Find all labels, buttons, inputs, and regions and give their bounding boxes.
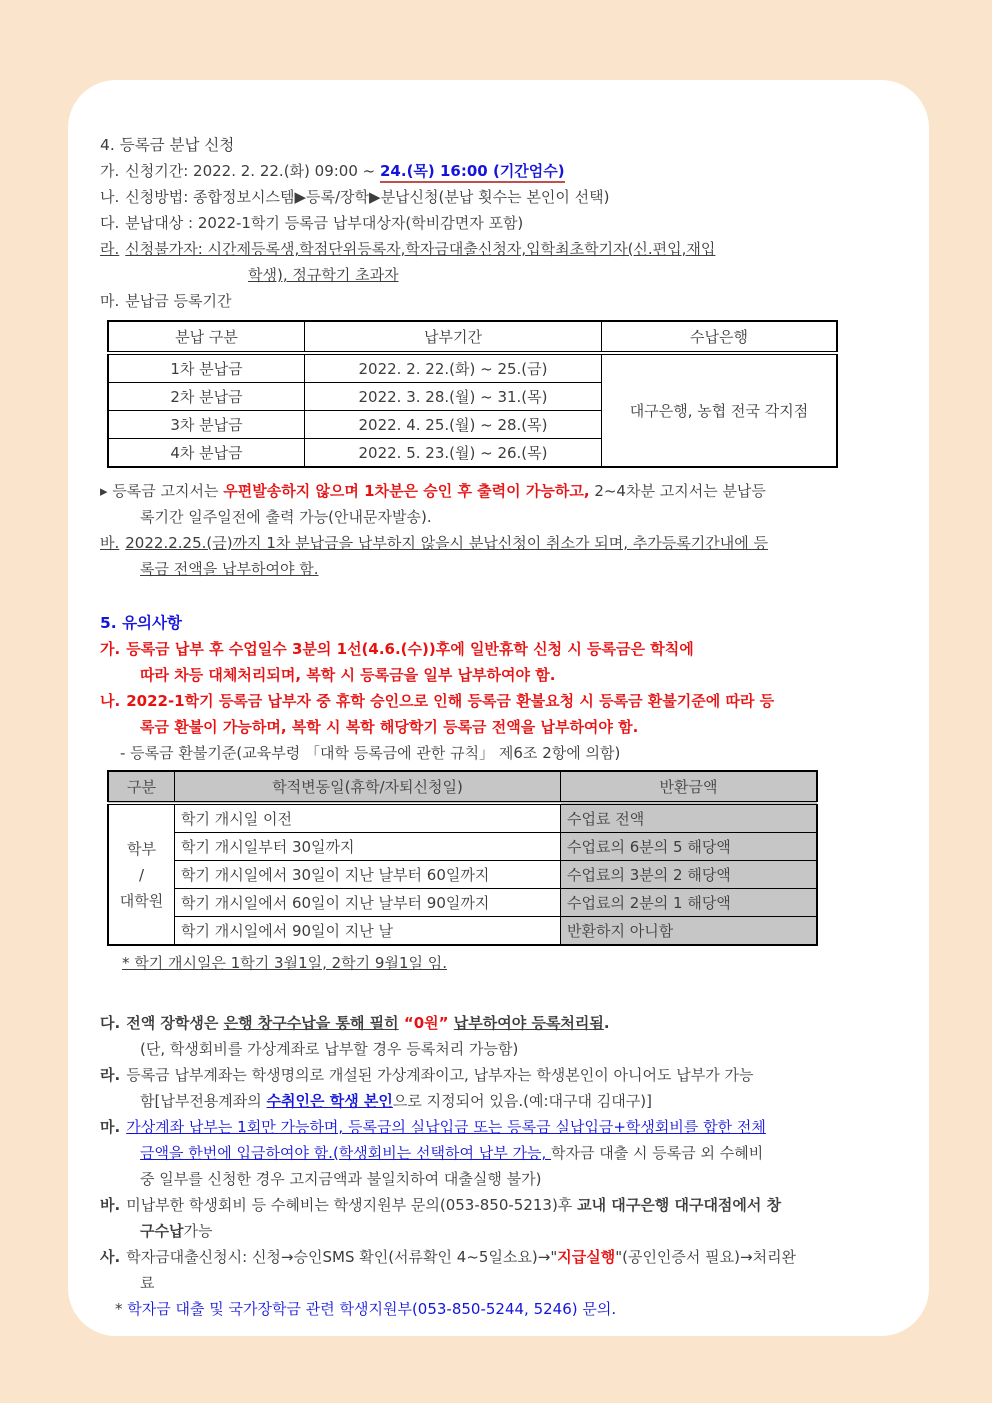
deposit-rule-text: 가상계좌 납부는 1회만 가능하며, 등록금의 실납입금 또는 등록금 실납입금+학생회비를 합한 전체 — [126, 1118, 766, 1136]
cancellation-text-cont: 록금 전액을 납부하여야 함. — [140, 560, 319, 578]
table-row — [108, 917, 817, 946]
item-label: 다. — [100, 1014, 121, 1032]
section4-item-ba-line2 — [92, 556, 907, 582]
item-label: 가. — [100, 162, 120, 180]
virtual-account-text-cont: 함[납부전용계좌의 — [140, 1092, 267, 1110]
scholarship-text: 전액 장학생은 — [126, 1014, 224, 1032]
col-header: 분납 구분 — [108, 321, 305, 353]
section4-item-ba-line1 — [92, 530, 907, 556]
ineligible-text: 신청불가자: 시간제등록생,학점단위등록자,학자금대출신청자,입학최초학기자(신.편입,재입 — [125, 240, 716, 258]
section5-item-ra-line2 — [92, 1088, 907, 1114]
item-label: 사. — [100, 1248, 121, 1266]
section4-item-ga — [92, 158, 907, 184]
deadline-highlight: 24.(목) 16:00 (기간엄수) — [380, 162, 565, 183]
cell-installment: 4차 분납금 — [108, 439, 305, 468]
group-line: 학부 — [127, 839, 156, 858]
refund-criteria-caption — [92, 740, 907, 766]
section-spacer — [92, 582, 907, 610]
table-row — [108, 803, 817, 833]
section5-item-da-line1 — [92, 1010, 907, 1036]
cell-refund-amount: 수업료의 6분의 5 해당액 — [561, 833, 818, 861]
section5-item-na-line2 — [92, 714, 907, 740]
section5-item-ra-line1 — [92, 1062, 907, 1088]
refund-rule-text-cont: 록금 환불이 가능하며, 복학 시 복학 해당학기 등록금 전액을 납부하여야 함. — [140, 718, 639, 736]
notice-text-cont: 록기간 일주일전에 출력 가능(안내문자발송). — [140, 508, 432, 526]
group-line: 대학원 — [119, 891, 164, 910]
col-header: 반환금액 — [561, 771, 818, 803]
cell-refund-amount: 수업료의 2분의 1 해당액 — [561, 889, 818, 917]
loan-process-text-cont: "(공인인증서 필요)→처리완 — [615, 1248, 797, 1266]
section5-item-sa-line1 — [92, 1244, 907, 1270]
col-header: 수납은행 — [602, 321, 838, 353]
document-card — [68, 80, 929, 1336]
item-label: 바. — [100, 1196, 121, 1214]
section5-item-ma-line3 — [92, 1166, 907, 1192]
cell-refund-amount: 반환하지 아니함 — [561, 917, 818, 946]
section5-item-na-line1 — [92, 688, 907, 714]
bank-branch-emphasis-cont: 구수납 — [140, 1222, 184, 1240]
notice-text: 2~4차분 고지서는 분납등 — [589, 482, 766, 500]
section5-item-ma-line2 — [92, 1140, 907, 1166]
cell-installment: 3차 분납금 — [108, 411, 305, 439]
section5-item-ba-line1 — [92, 1192, 907, 1218]
notice-emphasis: 우편발송하지 않으며 1차분은 승인 후 출력이 가능하고, — [223, 482, 590, 500]
unpaid-fee-text: 미납부한 학생회비 등 수혜비는 학생지원부 문의(053-850-5213)후 — [126, 1196, 578, 1214]
item-label: 다. — [100, 214, 120, 232]
scholarship-underline1: 은행 창구수납을 통해 필히 — [223, 1014, 399, 1032]
bill-notice-line2 — [92, 504, 907, 530]
cell-change-date: 학기 개시일부터 30일까지 — [175, 833, 561, 861]
triangle-bullet-icon: ▸ — [100, 482, 108, 500]
section4-item-da — [92, 210, 907, 236]
period-char: . — [603, 1014, 610, 1032]
registration-period-text: 분납금 등록기간 — [125, 292, 232, 310]
virtual-account-text-cont: 으로 지정되어 있음.(예:대구대 김대구)] — [392, 1092, 652, 1110]
loan-process-text-cont: 료 — [140, 1274, 155, 1292]
refund-rule-text: 2022-1학기 등록금 납부자 중 휴학 승인으로 인해 등록금 환불요청 시 등록금 환불기준에 따라 등 — [126, 692, 775, 710]
section4-item-ra-line2 — [92, 262, 907, 288]
section4-item-ra-line1 — [92, 236, 907, 262]
cell-change-date: 학기 개시일에서 90일이 지난 날 — [175, 917, 561, 946]
table-row — [108, 861, 817, 889]
section5-item-ba-line2 — [92, 1218, 907, 1244]
target-text: 분납대상 : 2022-1학기 등록금 납부대상자(학비감면자 포함) — [125, 214, 524, 232]
table-header-row — [108, 771, 817, 803]
section4-title: 4. 등록금 분납 신청 — [100, 136, 235, 154]
cell-period: 2022. 5. 23.(월) ~ 26.(목) — [305, 439, 602, 468]
unpaid-fee-text-cont: 가능 — [183, 1222, 213, 1240]
loan-mismatch-text: 학자금 대출 시 등록금 외 수혜비 — [551, 1144, 764, 1162]
refund-criteria-table — [107, 770, 818, 946]
col-header: 구분 — [108, 771, 175, 803]
contact-text: 학자금 대출 및 국가장학금 관련 학생지원부(053-850-5244, 5246) 문의. — [127, 1300, 617, 1318]
group-line: / — [138, 865, 145, 884]
cell-division-group — [108, 803, 175, 945]
item-label: 라. — [100, 240, 120, 258]
deposit-rule-text-cont: 금액을 한번에 입금하여야 함.(학생회비는 선택하여 납부 가능, — [140, 1144, 552, 1162]
cell-period: 2022. 3. 28.(월) ~ 31.(목) — [305, 383, 602, 411]
item-label: 나. — [100, 188, 120, 206]
footnote-text: * 학기 개시일은 1학기 3월1일, 2학기 9월1일 임. — [122, 954, 448, 972]
cell-installment: 2차 분납금 — [108, 383, 305, 411]
section5-item-ga-line1 — [92, 636, 907, 662]
loan-contact-note — [92, 1296, 907, 1322]
application-period-text: 신청기간: 2022. 2. 22.(화) 09:00 ~ — [125, 162, 380, 180]
item-label: 나. — [100, 692, 121, 710]
caption-text: - 등록금 환불기준(교육부령 「대학 등록금에 관한 규칙」 제6조 2항에 의함) — [120, 744, 621, 762]
col-header: 학적변동일(휴학/자퇴신청일) — [175, 771, 561, 803]
leave-rule-text-cont: 따라 차등 대체처리되며, 복학 시 등록금을 일부 납부하여야 함. — [140, 666, 556, 684]
scholarship-underline2: 납부하여야 등록처리됨 — [453, 1014, 604, 1032]
cancellation-text: 2022.2.25.(금)까지 1차 분납금을 납부하지 않을시 분납신청이 취소가 되며, 추가등록기간내에 등 — [125, 534, 768, 552]
table-row — [108, 353, 837, 383]
item-label: 가. — [100, 640, 121, 658]
zero-won-highlight: “0원” — [403, 1014, 449, 1032]
table-row — [108, 833, 817, 861]
item-label: 바. — [100, 534, 120, 552]
section5-item-ma-line1 — [92, 1114, 907, 1140]
notice-text: 등록금 고지서는 — [112, 482, 224, 500]
asterisk-mark: * — [115, 1300, 123, 1318]
cell-change-date: 학기 개시일에서 60일이 지난 날부터 90일까지 — [175, 889, 561, 917]
semester-start-footnote — [92, 950, 907, 976]
cell-change-date: 학기 개시일 이전 — [175, 803, 561, 833]
section-spacer — [92, 976, 907, 1010]
item-label: 마. — [100, 292, 120, 310]
installment-schedule-table — [107, 320, 838, 468]
ineligible-text-cont: 학생), 정규학기 초과자 — [248, 266, 399, 284]
payout-highlight: 지급실행 — [557, 1248, 616, 1266]
cell-change-date: 학기 개시일에서 30일이 지난 날부터 60일까지 — [175, 861, 561, 889]
cell-installment: 1차 분납금 — [108, 353, 305, 383]
bank-branch-emphasis: 교내 대구은행 대구대점에서 창 — [577, 1196, 782, 1214]
cell-period: 2022. 4. 25.(월) ~ 28.(목) — [305, 411, 602, 439]
section5-item-da-line2 — [92, 1036, 907, 1062]
section5-item-sa-line2 — [92, 1270, 907, 1296]
item-label: 라. — [100, 1066, 121, 1084]
item-label: 마. — [100, 1118, 121, 1136]
table-header-row — [108, 321, 837, 353]
bill-notice-line1 — [92, 478, 907, 504]
table-row — [108, 889, 817, 917]
cell-period: 2022. 2. 22.(화) ~ 25.(금) — [305, 353, 602, 383]
loan-process-text: 학자금대출신청시: 신청→승인SMS 확인(서류확인 4~5일소요)→" — [126, 1248, 558, 1266]
leave-rule-text: 등록금 납부 후 수업일수 3분의 1선(4.6.(수))후에 일반휴학 신청 시 등록금은 학칙에 — [126, 640, 694, 658]
section4-item-ma — [92, 288, 907, 314]
col-header: 납부기간 — [305, 321, 602, 353]
cell-bank: 대구은행, 농협 전국 각지점 — [602, 353, 838, 467]
cell-refund-amount: 수업료 전액 — [561, 803, 818, 833]
scholarship-note-text: (단, 학생회비를 가상계좌로 납부할 경우 등록처리 가능함) — [140, 1040, 519, 1058]
cell-refund-amount: 수업료의 3분의 2 해당액 — [561, 861, 818, 889]
loan-mismatch-text-cont: 중 일부를 신청한 경우 고지금액과 불일치하여 대출실행 불가) — [140, 1170, 542, 1188]
payee-highlight: 수취인은 학생 본인 — [266, 1092, 393, 1110]
section4-item-na — [92, 184, 907, 210]
application-method-text: 신청방법: 종합정보시스템▶등록/장학▶분납신청(분납 횟수는 본인이 선택) — [125, 188, 610, 206]
section5-title: 5. 유의사항 — [100, 614, 182, 632]
virtual-account-text: 등록금 납부계좌는 학생명의로 개설된 가상계좌이고, 납부자는 학생본인이 아니어도 납부가 가능 — [126, 1066, 754, 1084]
section5-item-ga-line2 — [92, 662, 907, 688]
